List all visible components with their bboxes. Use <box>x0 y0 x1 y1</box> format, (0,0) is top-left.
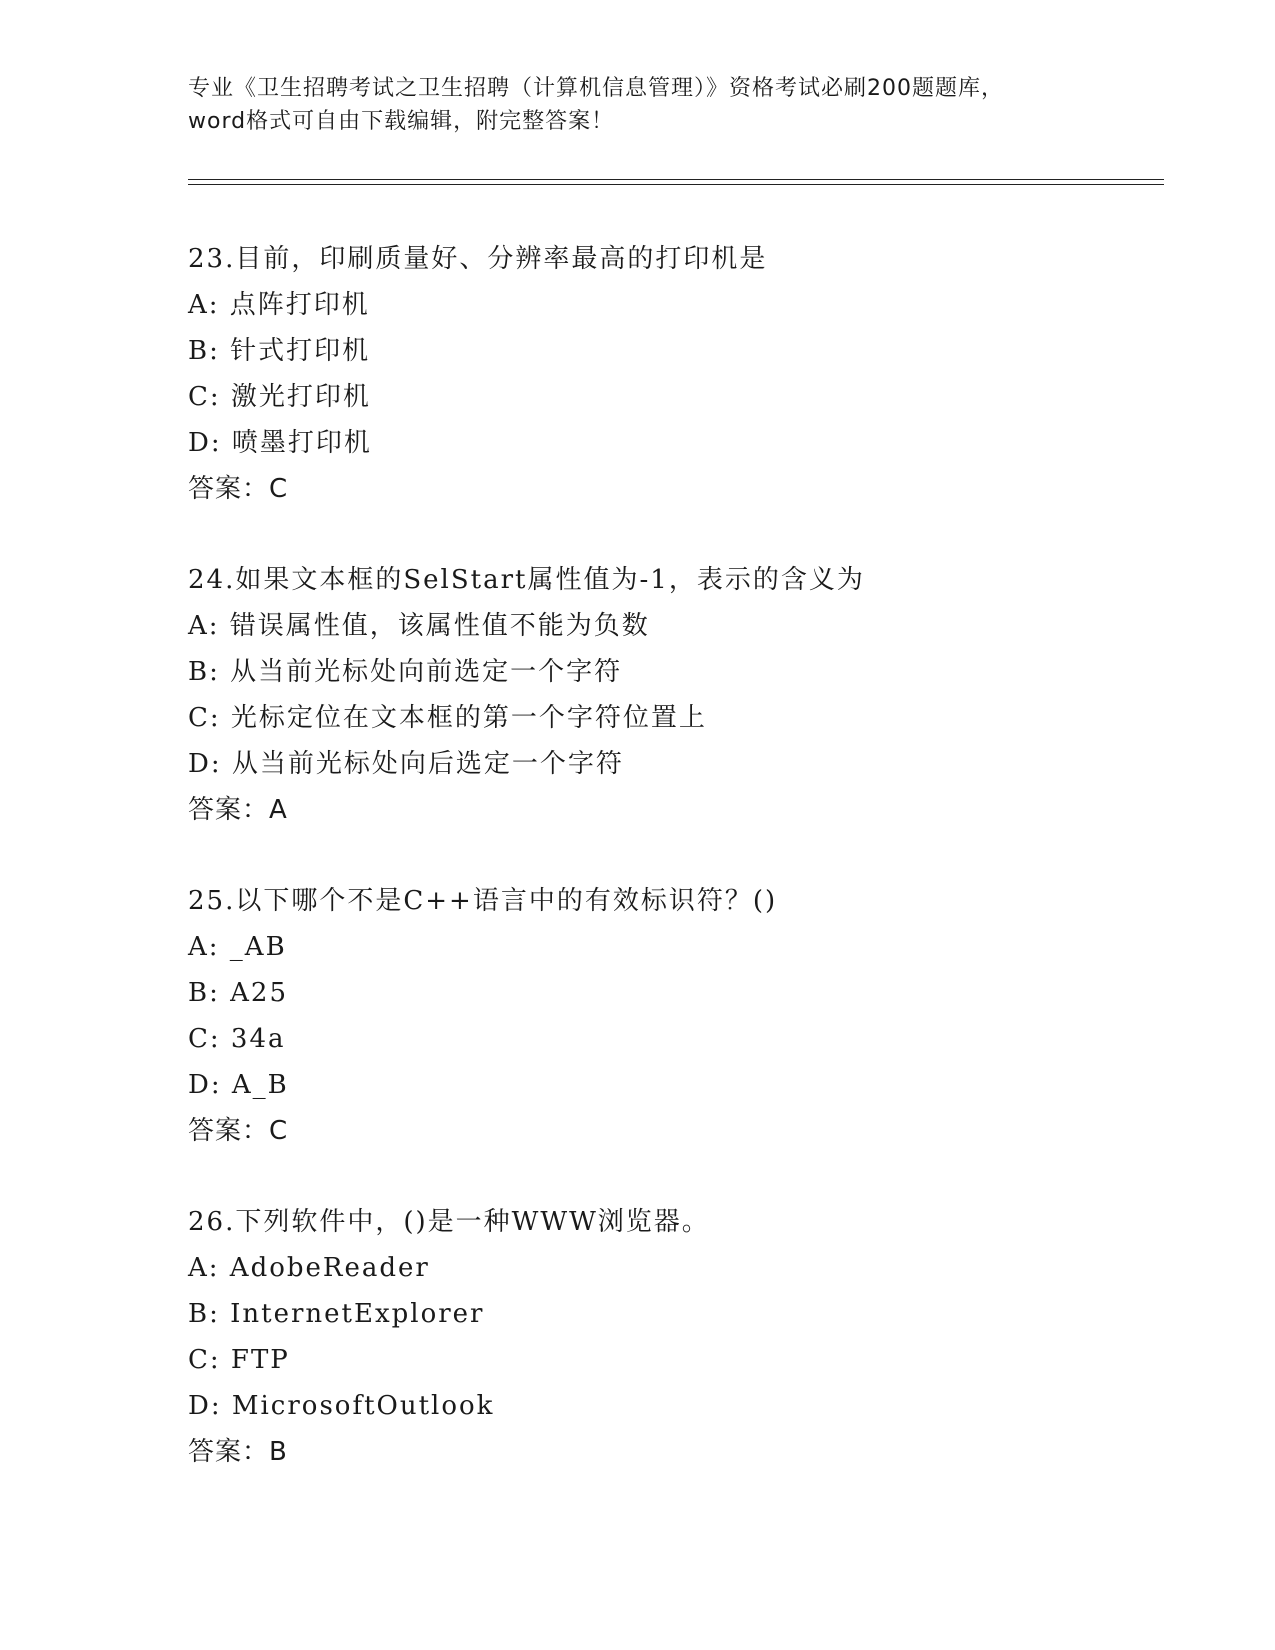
question-list <box>188 236 1188 1520</box>
option-c: C: 光标定位在文本框的第一个字符位置上 <box>188 703 707 733</box>
option-d: D: 喷墨打印机 <box>188 428 372 458</box>
answer-line: 答案：C <box>188 474 289 504</box>
option-b: B: 针式打印机 <box>188 336 371 366</box>
option-a: A: AdobeReader <box>188 1253 430 1283</box>
option-c: C: 34a <box>188 1024 286 1054</box>
question-25 <box>188 878 1188 1154</box>
question-stem: 23.目前，印刷质量好、分辨率最高的打印机是 <box>188 244 768 274</box>
option-d: D: A_B <box>188 1070 289 1100</box>
question-stem: 25.以下哪个不是C++语言中的有效标识符？() <box>188 886 778 916</box>
option-b: B: 从当前光标处向前选定一个字符 <box>188 657 623 687</box>
header-double-rule <box>188 179 1164 185</box>
document-header <box>188 72 1088 138</box>
question-26 <box>188 1199 1188 1475</box>
question-24 <box>188 557 1188 833</box>
header-line-2: word格式可自由下载编辑，附完整答案！ <box>188 109 615 134</box>
option-a: A: 错误属性值，该属性值不能为负数 <box>188 611 650 641</box>
option-d: D: 从当前光标处向后选定一个字符 <box>188 749 624 779</box>
header-line-1: 专业《卫生招聘考试之卫生招聘（计算机信息管理）》资格考试必刷200题题库， <box>188 76 1004 101</box>
question-23 <box>188 236 1188 512</box>
question-stem: 24.如果文本框的SelStart属性值为-1，表示的含义为 <box>188 565 865 595</box>
option-c: C: FTP <box>188 1345 290 1375</box>
option-d: D: MicrosoftOutlook <box>188 1391 495 1421</box>
option-a: A: 点阵打印机 <box>188 290 370 320</box>
answer-line: 答案：B <box>188 1437 288 1467</box>
option-a: A: _AB <box>188 932 287 962</box>
option-b: B: InternetExplorer <box>188 1299 485 1329</box>
answer-line: 答案：C <box>188 1116 289 1146</box>
option-b: B: A25 <box>188 978 288 1008</box>
answer-line: 答案：A <box>188 795 288 825</box>
option-c: C: 激光打印机 <box>188 382 371 412</box>
question-stem: 26.下列软件中，()是一种WWW浏览器。 <box>188 1207 710 1237</box>
